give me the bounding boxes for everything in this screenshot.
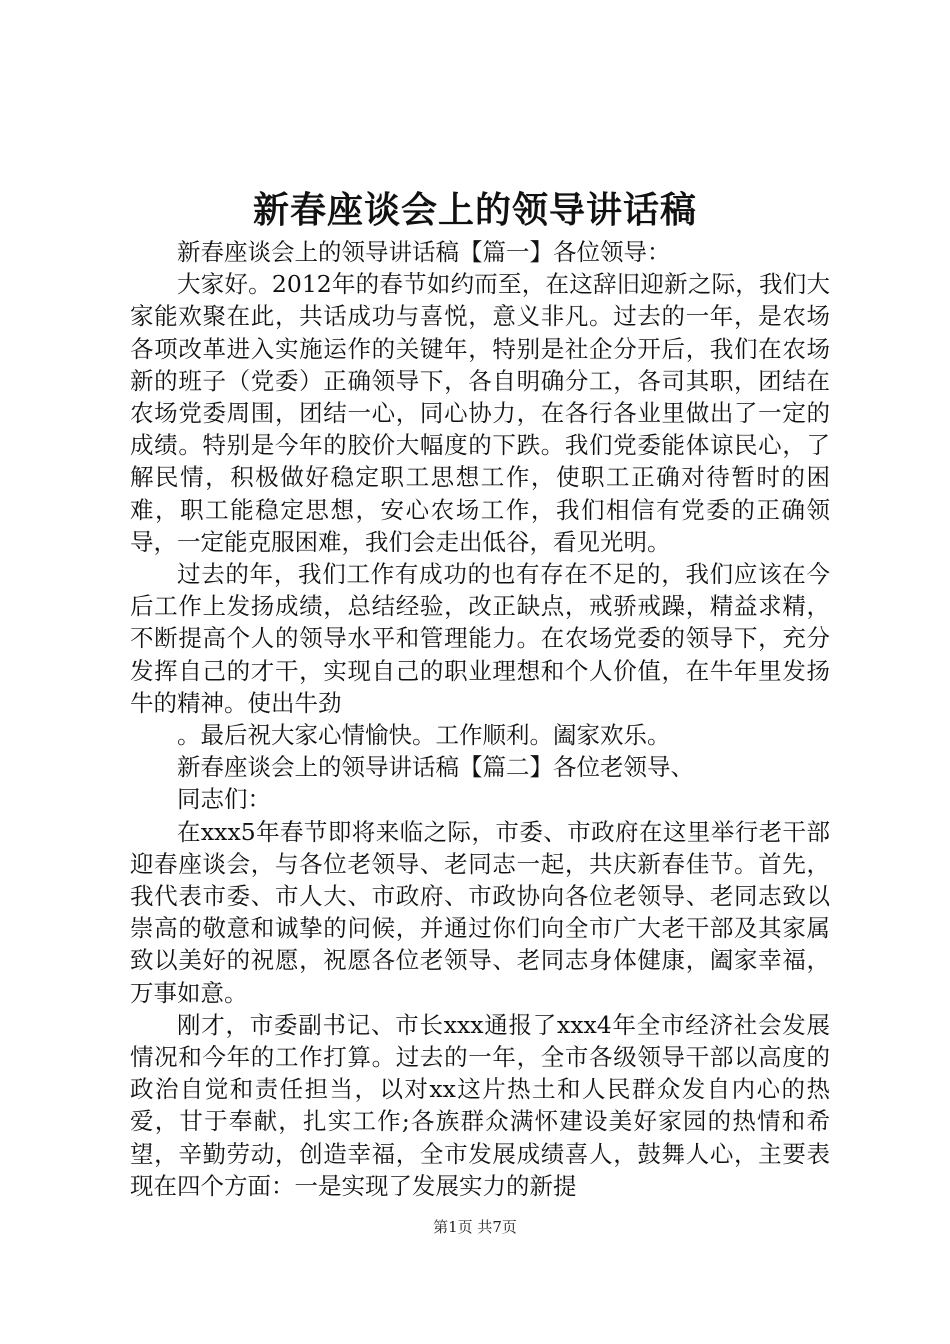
paragraph-7: 在xxx5年春节即将来临之际，市委、市政府在这里举行老干部迎春座谈会，与各位老领导、老同志一起，共庆新春佳节。首先，我代表市委、市人大、市政府、市政协向各位老领导、老同志致以崇高的敬意和诚挚的问候，并通过你们向全市广大老干部及其家属致以美好的祝愿，祝愿各位老领导、老同志身体健康，阖家幸福，万事如意。 <box>130 817 830 1007</box>
paragraph-8: 刚才，市委副书记、市长xxx通报了xxx4年全市经济社会发展情况和今年的工作打算。过去的一年，全市各级领导干部以高度的政治自觉和责任担当，以对xx这片热土和人民群众发自内心的热爱，甘于奉献，扎实工作;各族群众满怀建设美好家园的热情和希望，辛勤劳动，创造幸福，全市发展成绩喜人，鼓舞人心，主要表现在四个方面：一是实现了发展实力的新提 <box>130 1010 830 1200</box>
paragraph-4: 。最后祝大家心情愉快。工作顺利。阖家欢乐。 <box>177 721 671 750</box>
paragraph-2: 大家好。2012年的春节如约而至，在这辞旧迎新之际，我们大家能欢聚在此，共话成功与喜悦，意义非凡。过去的一年，是农场各项改革进入实施运作的关键年，特别是社企分开后，我们在农场新的班子（党委）正确领导下，各自明确分工，各司其职，团结在农场党委周围，团结一心，同心协力，在各行各业里做出了一定的成绩。特别是今年的胶价大幅度的下跌。我们党委能体谅民心，了解民情，积极做好稳定职工思想工作，使职工正确对待暂时的困难，职工能稳定思想，安心农场工作，我们相信有党委的正确领导，一定能克服困难，我们会走出低谷，看见光明。 <box>130 270 830 556</box>
page-number-footer: 第1页 共7页 <box>433 1218 517 1236</box>
paragraph-3: 过去的年，我们工作有成功的也有存在不足的，我们应该在今后工作上发扬成绩，总结经验，改正缺点，戒骄戒躁，精益求精，不断提高个人的领导水平和管理能力。在农场党委的领导下，充分发挥自己的才干，实现自己的职业理想和个人价值，在牛年里发扬牛的精神。使出牛劲 <box>130 560 830 717</box>
paragraph-6: 同志们： <box>177 785 271 814</box>
document-body <box>130 236 830 1202</box>
document-title: 新春座谈会上的领导讲话稿 <box>252 189 697 231</box>
paragraph-5: 新春座谈会上的领导讲话稿【篇二】各位老领导、 <box>177 753 694 782</box>
paragraph-1: 新春座谈会上的领导讲话稿【篇一】各位领导： <box>177 238 671 266</box>
